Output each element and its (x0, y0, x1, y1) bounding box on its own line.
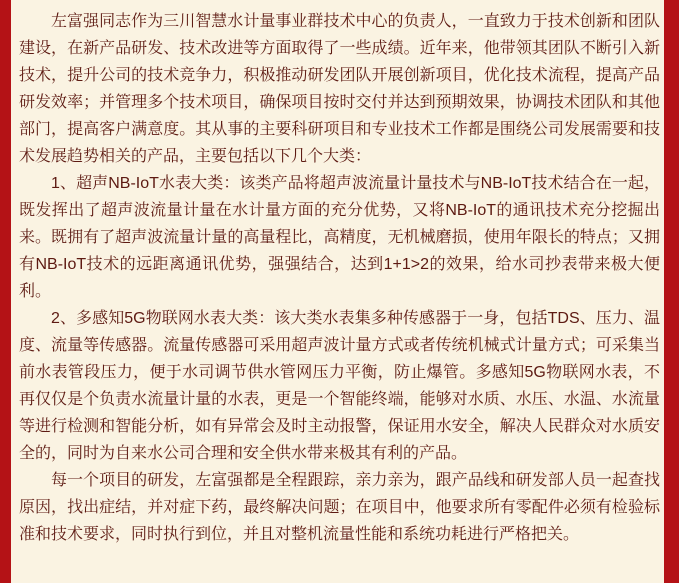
paragraph-intro: 左富强同志作为三川智慧水计量事业群技术中心的负责人，一直致力于技术创新和团队建设，在新产品研发、技术改进等方面取得了一些成绩。近年来，他带领其团队不断引入新技术，提升公司的技术竞争力，积极推动研发团队开展创新项目，优化技术流程，提高产品研发效率；并管理多个技术项目，确保项目按时交付并达到预期效果，协调技术团队和其他部门，提高客户满意度。其从事的主要科研项目和专业技术工作都是围绕公司发展需要和技术发展趋势相关的产品，主要包括以下几个大类： (19, 13, 660, 165)
document-content (11, 0, 664, 583)
left-border-decoration (0, 0, 11, 583)
paragraph-category-2: 2、多感知5G物联网水表大类：该大类水表集多种传感器于一身，包括TDS、压力、温度、流量等传感器。流量传感器可采用超声波计量方式或者传统机械式计量方式；可采集当前水表管段压力，便于水司调节供水管网压力平衡，防止爆管。多感知5G物联网水表，不再仅仅是个负责水流量计量的水表，更是一个智能终端，能够对水质、水压、水温、水流量等进行检测和智能分析，如有异常会及时主动报警，保证用水安全，解决人民群众对水质安全的，同时为自来水公司合理和安全供水带来极其有利的产品。 (19, 310, 660, 462)
paragraph-closing: 每一个项目的研发，左富强都是全程跟踪，亲力亲为，跟产品线和研发部人员一起查找原因，找出症结，并对症下药，最终解决问题；在项目中，他要求所有零配件必须有检验标准和技术要求，同时执行到位，并且对整机流量性能和系统功耗进行严格把关。 (19, 472, 660, 543)
paragraph-category-1: 1、超声NB-IoT水表大类：该类产品将超声波流量计量技术与NB-IoT技术结合在一起，既发挥出了超声波流量计量在水计量方面的充分优势，又将NB-IoT的通讯技术充分挖掘出来。既拥有了超声波流量计量的高量程比，高精度，无机械磨损，使用年限长的特点；又拥有NB-IoT技术的远距离通讯优势，强强结合，达到1+1>2的效果，给水司抄表带来极大便利。 (19, 175, 660, 300)
right-border-decoration (664, 0, 679, 583)
